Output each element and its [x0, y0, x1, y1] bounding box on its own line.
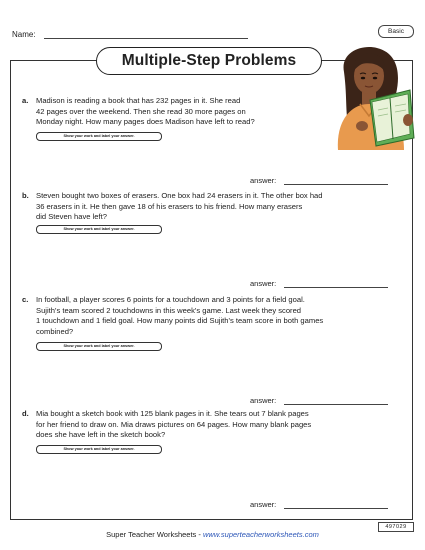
answer-line-d[interactable]: [284, 508, 388, 509]
problem-line: Mia bought a sketch book with 125 blank pages in it. She tears out 7 blank pages: [36, 409, 309, 418]
answer-label-b: answer:: [250, 279, 277, 288]
problem-letter: d.: [22, 409, 29, 418]
show-work-hint: Show your work and label your answer.: [36, 342, 162, 351]
show-work-hint: Show your work and label your answer.: [36, 225, 162, 234]
problem-text: [36, 96, 356, 128]
problem-line: 42 pages over the weekend. Then she read 30 more pages on: [36, 106, 246, 116]
show-work-hint: Show your work and label your answer.: [36, 132, 162, 141]
answer-line-b[interactable]: [284, 287, 388, 288]
page-title: Multiple-Step Problems: [96, 47, 322, 75]
problem-line: Steven bought two boxes of erasers. One box had 24 erasers in it. The other box had: [36, 191, 323, 200]
answer-label-d: answer:: [250, 500, 277, 509]
problem-line: 1 touchdown and 1 field goal. How many points did Sujith's team score in both games: [36, 316, 324, 325]
footer-url-link[interactable]: www.superteacherworksheets.com: [202, 530, 319, 539]
answer-line-c[interactable]: [284, 404, 388, 405]
answer-line-a[interactable]: [284, 184, 388, 185]
problem-letter: b.: [22, 191, 29, 200]
level-badge: Basic: [378, 25, 414, 38]
problem-line: In football, a player scores 6 points for a touchdown and 3 points for a field goal.: [36, 295, 305, 304]
problem-line: Monday night. How many pages does Madison have left to read?: [36, 117, 255, 126]
problem-text: [36, 409, 416, 441]
problem-line: Madison is reading a book that has 232 pages in it. She read: [36, 96, 241, 105]
footer-separator: -: [196, 530, 203, 539]
answer-label-a: answer:: [250, 176, 277, 185]
problem-text: [36, 295, 416, 337]
answer-label-c: answer:: [250, 396, 277, 405]
problem-line: did Steven have left?: [36, 212, 107, 221]
worksheet-code: 497029: [378, 522, 414, 532]
problem-line: Sujith's team scored 2 touchdowns in this week's game. Last week they scored: [36, 305, 302, 315]
problem-letter: a.: [22, 96, 29, 105]
problem-line: 36 erasers in it. He then gave 18 of his erasers to his friend. How many erasers: [36, 201, 303, 211]
problem-line: for her friend to draw on. Mia draws pictures on 64 pages. How many blank pages: [36, 419, 312, 429]
show-work-hint: Show your work and label your answer.: [36, 445, 162, 454]
footer: [0, 530, 425, 539]
problem-line: combined?: [36, 326, 74, 336]
problem-letter: c.: [22, 295, 29, 304]
problem-line: does she have left in the sketch book?: [36, 430, 166, 439]
footer-brand: Super Teacher Worksheets: [106, 530, 197, 539]
name-input-line[interactable]: [44, 38, 248, 39]
problem-text: [36, 191, 416, 223]
name-label: Name:: [12, 30, 36, 39]
